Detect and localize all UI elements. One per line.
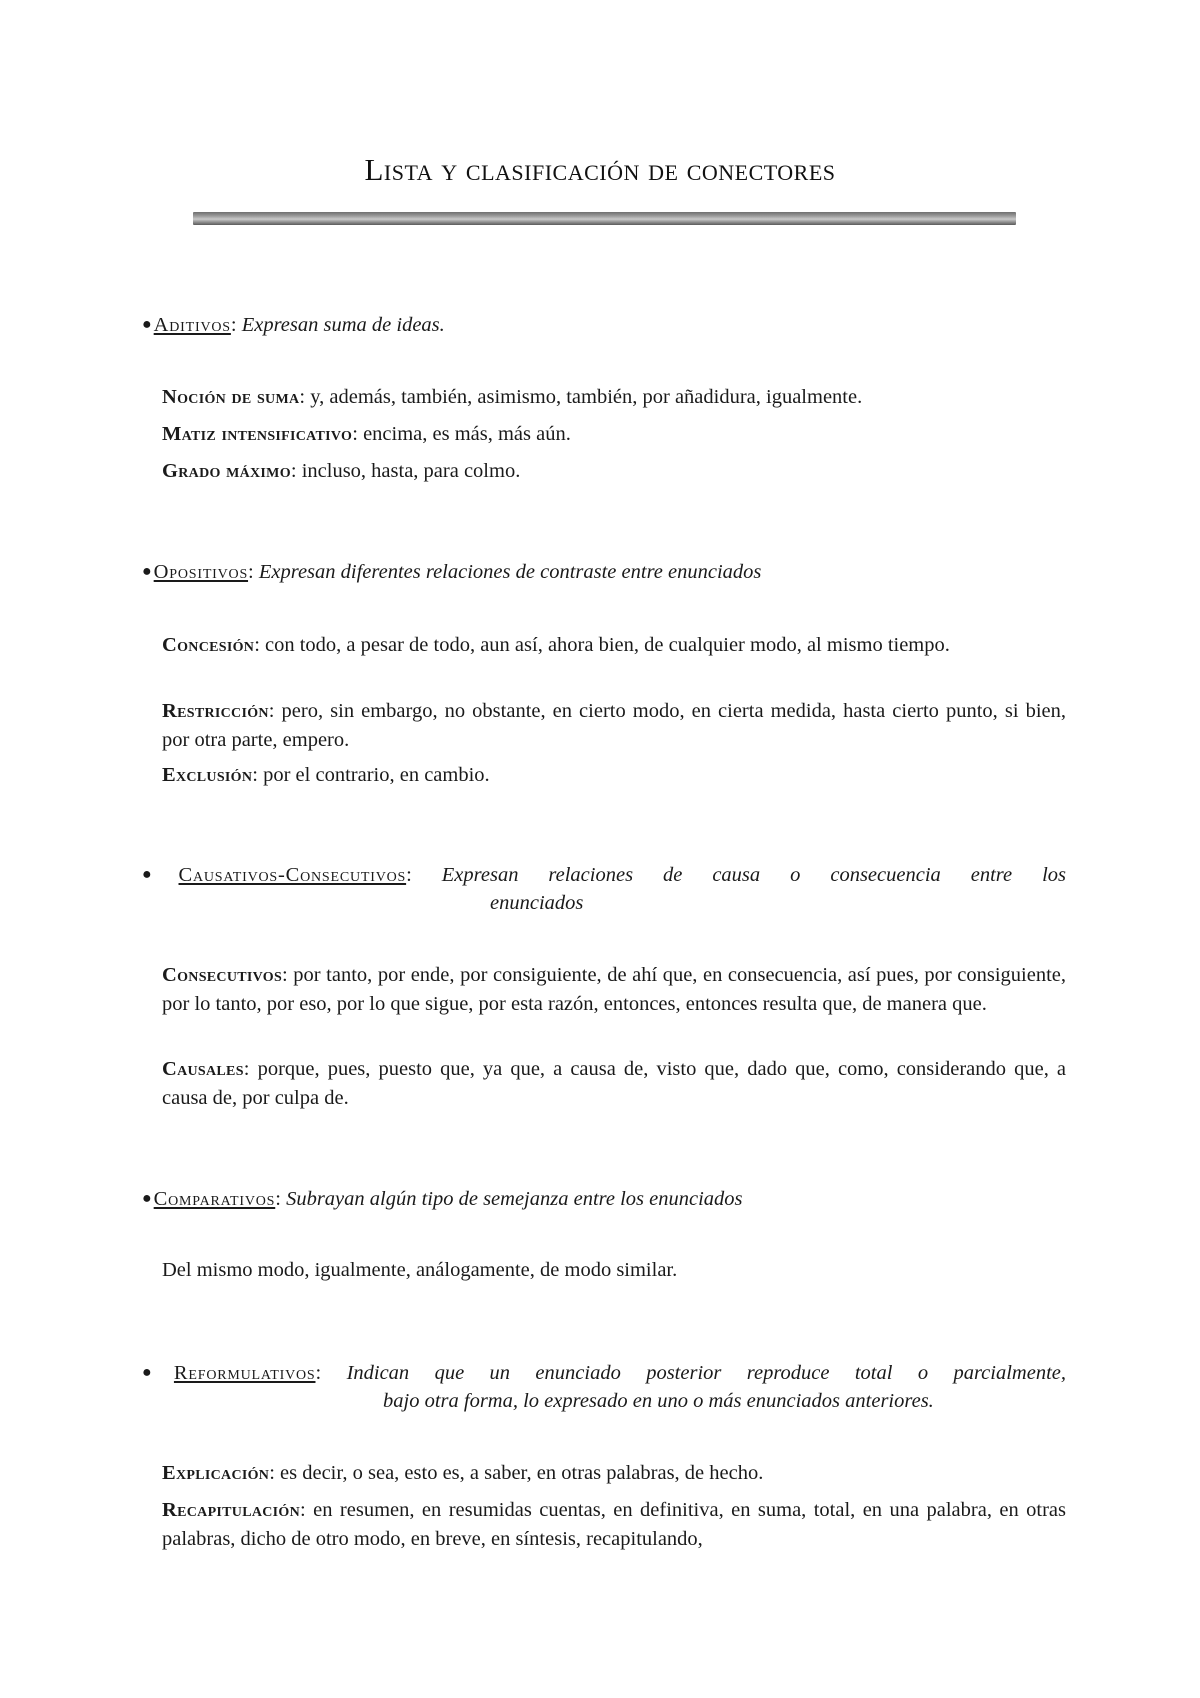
definition-item: Matiz intensificativo: encima, es más, más aún. <box>162 423 571 445</box>
section-causativos-heading: ●Causativos-Consecutivos: Expresan relaciones de causa o consecuencia entre los <box>142 864 1066 886</box>
section-description: Expresan suma de ideas. <box>241 314 445 336</box>
section-name: Reformulativos <box>173 1362 316 1384</box>
definition-item: Grado máximo: incluso, hasta, para colmo. <box>162 460 521 482</box>
section-description-continued: enunciados <box>490 892 584 914</box>
section-name: Causativos-Consecutivos <box>178 864 407 886</box>
bullet-icon: ● <box>142 563 152 580</box>
section-name: Comparativos <box>153 1188 276 1210</box>
bullet-icon: ● <box>142 866 177 883</box>
section-name: Aditivos <box>153 314 231 336</box>
definition-item: Noción de suma: y, además, también, asimismo, también, por añadidura, igualmente. <box>162 386 863 408</box>
title-divider <box>193 212 1016 225</box>
definition-item: Concesión: con todo, a pesar de todo, aun así, ahora bien, de cualquier modo, al mismo tiempo. <box>162 634 950 656</box>
bullet-icon: ● <box>142 316 152 333</box>
page-title: Lista y clasificación de conectores <box>364 152 836 187</box>
section-name: Opositivos <box>153 561 249 583</box>
bullet-icon: ● <box>142 1190 152 1207</box>
section-description: Expresan relaciones de causa o consecuencia entre los <box>441 864 1066 886</box>
definition-item: Consecutivos: por tanto, por ende, por consiguiente, de ahí que, en consecuencia, así pues, por consiguiente, por lo tanto, por eso, por lo que sigue, por esta razón, entonces, entonces resulta que, de manera que. <box>162 964 1066 1015</box>
section-description: Expresan diferentes relaciones de contraste entre enunciados <box>258 561 762 583</box>
definition-item: Explicación: es decir, o sea, esto es, a saber, en otras palabras, de hecho. <box>162 1462 764 1484</box>
section-aditivos-heading: ●Aditivos: Expresan suma de ideas. <box>142 314 445 336</box>
section-text: Del mismo modo, igualmente, análogamente, de modo similar. <box>162 1259 678 1281</box>
definition-item: Recapitulación: en resumen, en resumidas cuentas, en definitiva, en suma, total, en una palabra, en otras palabras, dicho de otro modo, en breve, en síntesis, recapitulando, <box>162 1499 1066 1550</box>
section-comparativos-heading: ●Comparativos: Subrayan algún tipo de semejanza entre los enunciados <box>142 1188 743 1210</box>
definition-item: Restricción: pero, sin embargo, no obstante, en cierto modo, en cierta medida, hasta cierto punto, si bien, por otra parte, empero. <box>162 700 1066 751</box>
section-reformulativos-heading: ●Reformulativos: Indican que un enunciado posterior reproduce total o parcialmente, <box>142 1362 1066 1384</box>
section-description: Subrayan algún tipo de semejanza entre los enunciados <box>286 1188 743 1210</box>
section-opositivos-heading: ●Opositivos: Expresan diferentes relaciones de contraste entre enunciados <box>142 561 762 583</box>
definition-item: Causales: porque, pues, puesto que, ya que, a causa de, visto que, dado que, como, considerando que, a causa de, por culpa de. <box>162 1058 1066 1109</box>
bullet-icon: ● <box>142 1364 172 1381</box>
definition-item: Exclusión: por el contrario, en cambio. <box>162 764 490 786</box>
section-description: Indican que un enunciado posterior reproduce total o parcialmente, <box>346 1362 1066 1384</box>
section-description-continued: bajo otra forma, lo expresado en uno o más enunciados anteriores. <box>383 1390 934 1412</box>
